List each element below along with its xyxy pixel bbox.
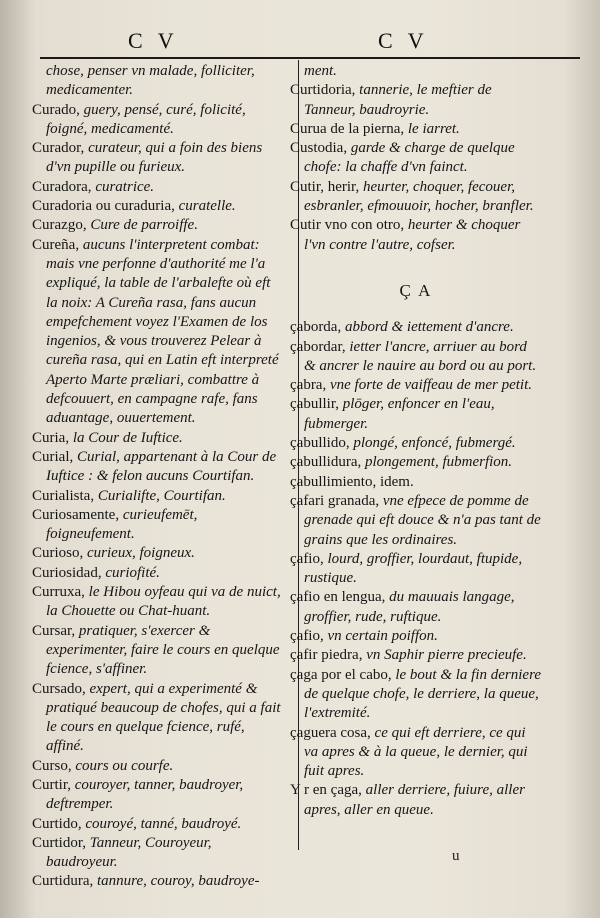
dictionary-entry (32, 178, 284, 197)
entry-definition: plongement, fubmerfion. (364, 454, 513, 471)
entry-definition: ietter l'ancre, arriuer au bord & ancrer le nauire au bord ou au port. (304, 338, 537, 374)
entry-headword: Curiosidad, (32, 564, 106, 581)
entry-definition: la Cour de Iuftice. (72, 429, 183, 446)
entry-headword: Cutir vno con otro, (290, 217, 408, 234)
right-column-top (290, 62, 542, 255)
dictionary-entry (290, 318, 542, 337)
entry-headword: çabordar, (290, 338, 350, 355)
entry-headword: çaborda, (290, 319, 345, 336)
entry-definition: heurter & choquer l'vn contre l'autre, cofser. (304, 217, 521, 253)
dictionary-entry (290, 453, 542, 472)
dictionary-entry (32, 429, 284, 448)
entry-headword: Curtidura, (32, 873, 97, 890)
entry-definition: pratiquer, s'exercer & experimenter, faire le cours en quelque fcience, s'affiner. (46, 622, 280, 678)
entry-headword: çabullimiento, idem. (290, 473, 414, 490)
entry-headword: çaguera cosa, (290, 724, 375, 741)
entry-definition: le iarret. (407, 120, 460, 137)
dictionary-entry (32, 776, 284, 815)
entry-definition: garde & charge de quelque chofe: la chaffe d'vn fainct. (304, 140, 515, 176)
entry-definition: abbord & iettement d'ancre. (344, 319, 514, 336)
entry-definition: guery, pensé, curé, folicité, foigné, medicamenté. (46, 101, 246, 137)
entry-headword: çabullido, (290, 435, 354, 452)
dictionary-entry (32, 680, 284, 757)
entry-headword: çafio, (290, 628, 328, 645)
entry-definition: heurter, choquer, fecouer, esbranler, efmouuoir, hocher, branfler. (304, 178, 534, 215)
entry-headword: Curadora, (32, 178, 96, 195)
dictionary-entry (290, 81, 542, 120)
entry-headword: Cursado, (32, 680, 90, 697)
entry-headword: Cureña, (32, 236, 83, 253)
dictionary-entry (32, 139, 284, 178)
dictionary-entry (32, 544, 284, 563)
entry-definition: vn certain poiffon. (327, 628, 438, 645)
dictionary-entry (290, 666, 542, 724)
dictionary-entry (32, 506, 284, 545)
entry-definition: chose, penser vn malade, folliciter, medicamenter. (46, 63, 255, 99)
dictionary-entry (290, 781, 542, 820)
entry-headword: Custodia, (290, 140, 351, 157)
entry-definition: cours ou courfe. (75, 757, 174, 774)
entry-definition: Tanneur, Couroyeur, baudroyeur. (46, 834, 212, 871)
dictionary-entry (32, 622, 284, 680)
dictionary-entry (290, 550, 542, 589)
dictionary-entry (290, 376, 542, 395)
entry-headword: Curioso, (32, 545, 88, 562)
left-column (32, 62, 284, 892)
entry-definition: curieux, foigneux. (87, 545, 195, 562)
entry-headword: çafio, (290, 550, 328, 567)
entry-headword: çabullidura, (290, 454, 365, 471)
header-rule (40, 57, 580, 59)
dictionary-entry (32, 236, 284, 429)
dictionary-entry (32, 757, 284, 776)
entry-definition: ce qui eft derriere, ce qui va apres & à la queue, le dernier, qui fuit apres. (304, 724, 528, 780)
entry-definition: curatelle. (178, 198, 236, 215)
entry-headword: çabra, (290, 377, 330, 394)
dictionary-entry (32, 448, 284, 487)
dictionary-entry (290, 434, 542, 453)
entry-headword: Cursar, (32, 622, 79, 639)
dictionary-entry (290, 646, 542, 665)
entry-definition: le Hibou oyfeau qui va de nuict, la Chouette ou Chat-huant. (46, 584, 281, 620)
entry-headword: Curialista, (32, 487, 98, 504)
entry-headword: Curso, (32, 757, 76, 774)
entry-headword: Curial, (32, 448, 77, 465)
entry-headword: Cutir, herir, (290, 178, 363, 195)
entry-definition: Cure de parroiffe. (90, 217, 198, 234)
running-head-left: C V (128, 28, 179, 53)
dictionary-entry (290, 473, 542, 492)
dictionary-entry (290, 216, 542, 255)
entry-headword: Curiosamente, (32, 506, 123, 523)
dictionary-entry (32, 101, 284, 140)
dictionary-entry (32, 197, 284, 216)
entry-definition: curieufemēt, foigneufement. (46, 506, 198, 543)
entry-definition: expert, qui a experimenté & pratiqué beaucoup de chofes, qui a fait le cours en quelque fcience, rufé, affiné. (46, 680, 281, 755)
entry-definition: couroyé, tanné, baudroyé. (85, 815, 242, 832)
entry-headword: çafari granada, (290, 492, 383, 509)
entry-headword: Curua de la pierna, (290, 120, 408, 137)
entry-definition: tannure, couroy, baudroye- (97, 873, 260, 890)
dictionary-entry (32, 216, 284, 235)
entry-headword: çafir piedra, (290, 647, 367, 664)
entry-headword: Curado, (32, 101, 84, 118)
entry-definition: lourd, groffier, lourdaut, ftupide, rustique. (304, 550, 523, 587)
entry-definition: vne efpece de pomme de grenade qui eft douce & n'a pas tant de grains que les ordinaires. (304, 492, 541, 548)
signature-mark: u (452, 848, 460, 864)
entry-headword: çabullir, (290, 396, 343, 413)
entry-definition: curiofité. (105, 564, 160, 581)
entry-headword: Curruxa, (32, 584, 89, 601)
entry-headword: çaga por el cabo, (290, 666, 396, 683)
dictionary-entry (290, 627, 542, 646)
right-column-bottom (290, 318, 542, 820)
dictionary-entry (290, 588, 542, 627)
dictionary-entry (32, 583, 284, 622)
dictionary-entry (290, 338, 542, 377)
entry-headword: Curadoria ou curaduria, (32, 198, 179, 215)
entry-definition: plongé, enfoncé, fubmergé. (353, 435, 516, 452)
entry-headword: Curazgo, (32, 217, 91, 234)
dictionary-entry (290, 492, 542, 550)
dictionary-entry (290, 178, 542, 217)
dictionary-entry (32, 872, 284, 891)
entry-headword: Y r en çaga, (290, 782, 366, 799)
entry-headword: Curtidor, (32, 834, 90, 851)
dictionary-entry (290, 724, 542, 782)
entry-definition: le bout & la fin derniere de quelque chofe, le derriere, la queue, l'extremité. (304, 666, 542, 722)
entry-definition: curatrice. (95, 178, 155, 195)
entry-definition: couroyer, tanner, baudroyer, deftremper. (46, 776, 244, 813)
section-heading: Ç A (399, 280, 433, 300)
entry-definition: tannerie, le meftier de Tanneur, baudroyrie. (304, 82, 492, 118)
dictionary-entry (290, 395, 542, 434)
dictionary-entry (32, 487, 284, 506)
right-column (290, 62, 542, 820)
entry-headword: Curador, (32, 140, 89, 157)
dictionary-entry (290, 120, 542, 139)
entry-definition: vn Saphir pierre precieufe. (366, 647, 527, 664)
entry-headword: Curtido, (32, 815, 86, 832)
dictionary-entry (32, 815, 284, 834)
entry-definition: vne forte de vaiffeau de mer petit. (329, 377, 532, 394)
entry-definition: Curial, appartenant à la Cour de Iuftice : & felon aucuns Courtifan. (46, 448, 277, 485)
entry-definition: ment. (304, 63, 337, 79)
entry-headword: Curia, (32, 429, 73, 446)
entry-definition: plōger, enfoncer en l'eau, fubmerger. (304, 396, 495, 432)
entry-definition: Curialifte, Courtifan. (97, 487, 226, 504)
dictionary-entry (32, 564, 284, 583)
entry-definition: aucuns l'interpretent combat: mais vne perfonne d'authorité me l'a expliqué, la table de l'arbalefte où eft la noix: A Cureña rasa, fans aucun empefchement voyez l'Examen de los ingenios, & vous trouverez Pelear à cureña rasa, qui en Latin eft interpreté Aperto Marte præliari, combattre à defcouuert, en campagne rafe, fans aduantage, ouuertement. (46, 236, 279, 427)
running-head-right: C V (378, 28, 429, 53)
dictionary-entry (290, 139, 542, 178)
entry-definition: curateur, qui a foin des biens d'vn pupille ou furieux. (46, 140, 263, 176)
dictionary-entry (32, 834, 284, 873)
dictionary-entry (290, 62, 542, 81)
entry-headword: Curtir, (32, 776, 75, 793)
entry-definition: aller derriere, fuiure, aller apres, aller en queue. (304, 782, 525, 818)
entry-headword: Curtidoria, (290, 82, 360, 99)
entry-headword: çafio en lengua, (290, 589, 390, 606)
dictionary-entry (32, 62, 284, 101)
entry-definition: du mauuais langage, groffier, rude, ruftique. (304, 589, 515, 625)
